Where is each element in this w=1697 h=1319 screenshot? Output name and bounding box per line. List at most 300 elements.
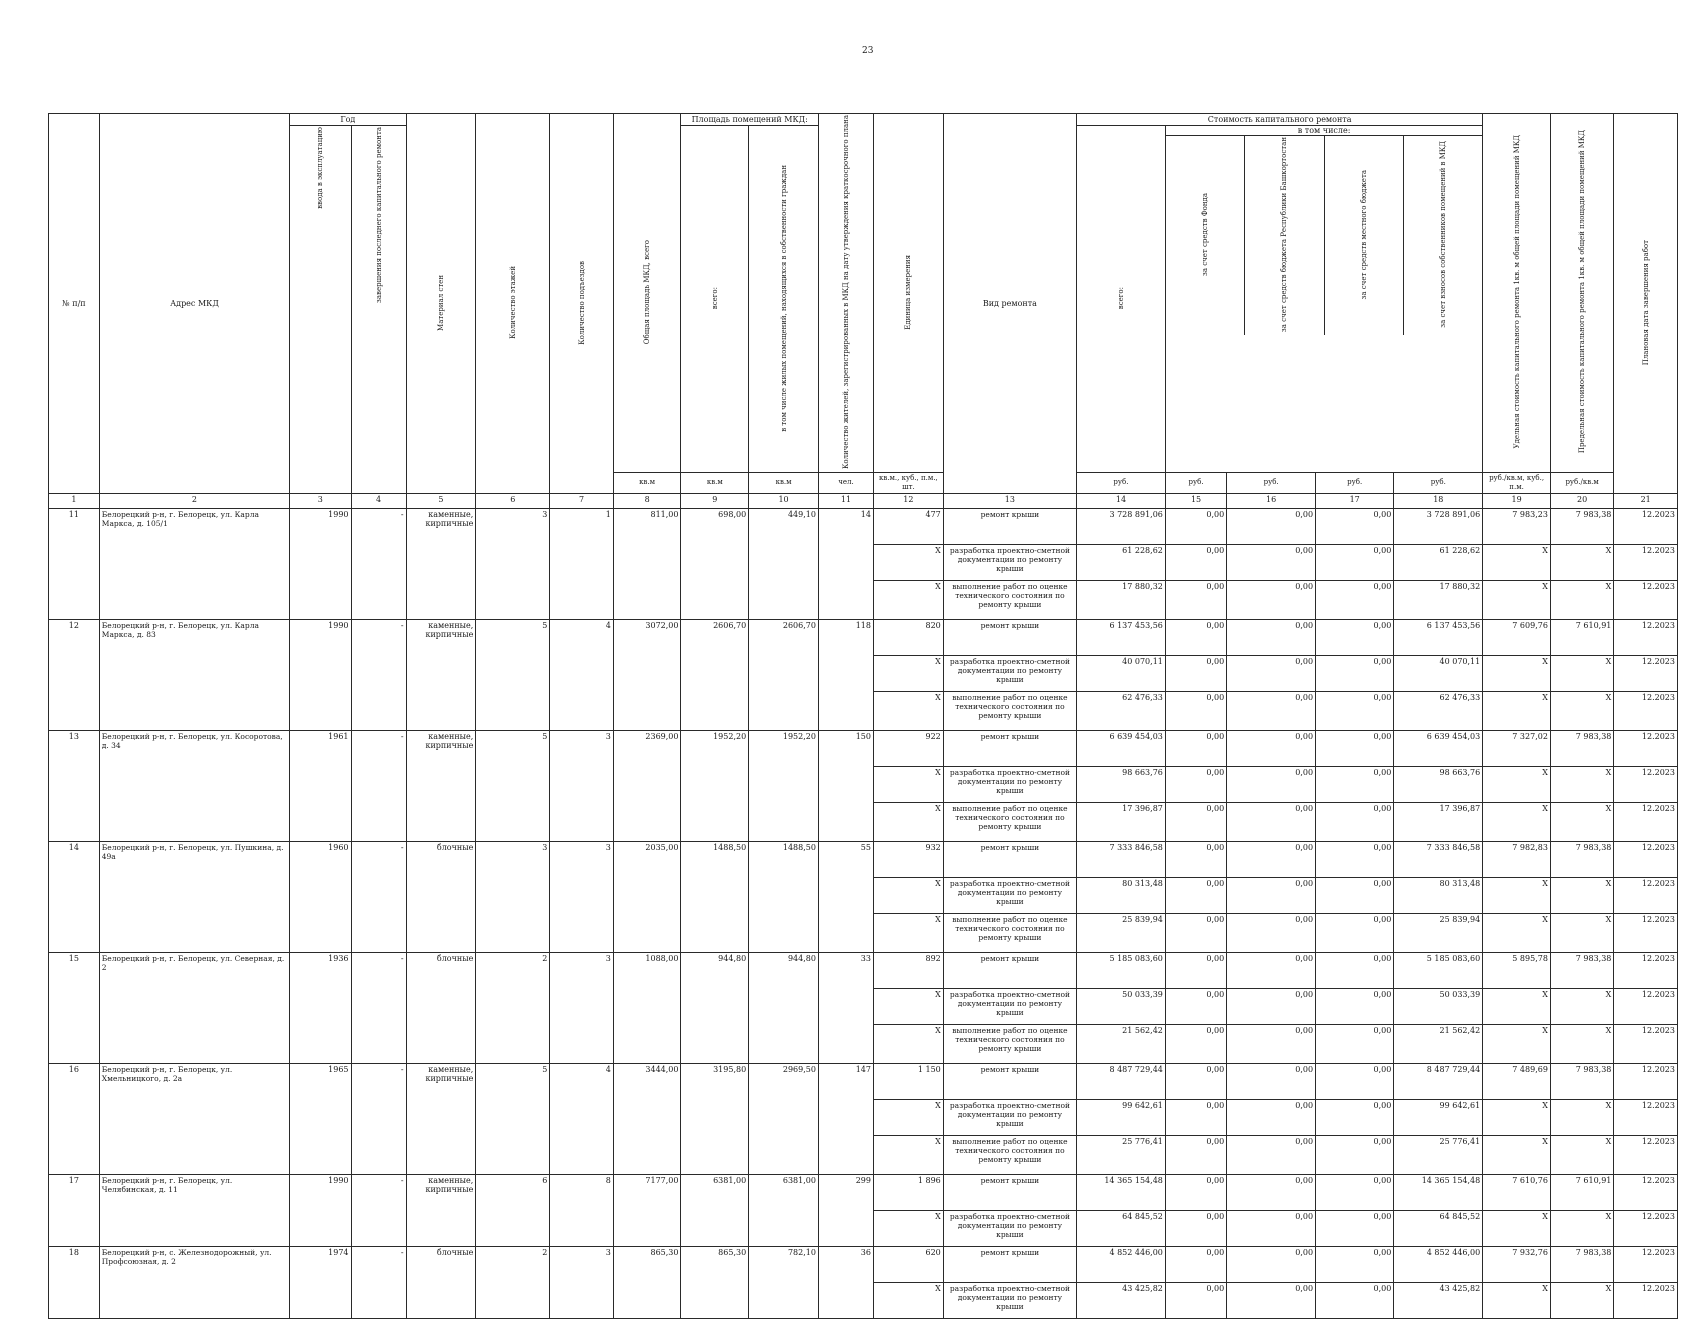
work-unit-cost: 7 609,76 — [1483, 619, 1551, 655]
work-cost-fund: 0,00 — [1165, 580, 1226, 619]
column-number: 15 — [1165, 493, 1226, 508]
work-type: выполнение работ по оценке технического состояния по ремонту крыши — [943, 802, 1076, 841]
row-residents: 147 — [818, 1063, 873, 1174]
row-last-repair: - — [351, 508, 406, 619]
work-planned-date: 12.2023 — [1614, 877, 1678, 913]
work-cost-total: 5 185 083,60 — [1077, 952, 1166, 988]
work-max-cost: X — [1550, 766, 1613, 802]
work-cost-owners: 17 880,32 — [1394, 580, 1483, 619]
work-max-cost: 7 983,38 — [1550, 841, 1613, 877]
work-cost-republic: 0,00 — [1227, 802, 1316, 841]
row-floors: 5 — [476, 619, 550, 730]
work-unit-cost: X — [1483, 1210, 1551, 1246]
work-cost-fund: 0,00 — [1165, 691, 1226, 730]
row-entrances: 1 — [550, 508, 613, 619]
work-cost-local: 0,00 — [1316, 802, 1394, 841]
row-premises-residential: 1952,20 — [749, 730, 819, 841]
row-last-repair: - — [351, 1246, 406, 1318]
work-unit: X — [873, 766, 943, 802]
work-cost-local: 0,00 — [1316, 508, 1394, 544]
row-total-area: 865,30 — [613, 1246, 681, 1318]
work-planned-date: 12.2023 — [1614, 508, 1678, 544]
work-max-cost: 7 983,38 — [1550, 1246, 1613, 1282]
work-cost-local: 0,00 — [1316, 730, 1394, 766]
row-residents: 33 — [818, 952, 873, 1063]
work-cost-total: 17 396,87 — [1077, 802, 1166, 841]
row-premises-residential: 782,10 — [749, 1246, 819, 1318]
row-number: 17 — [49, 1174, 100, 1246]
work-type: ремонт крыши — [943, 730, 1076, 766]
unit-unit: кв.м., куб., п.м., шт. — [873, 472, 943, 493]
work-cost-republic: 0,00 — [1227, 988, 1316, 1024]
row-material: блочные — [406, 841, 476, 952]
work-cost-owners: 14 365 154,48 — [1394, 1174, 1483, 1210]
work-cost-fund: 0,00 — [1165, 730, 1226, 766]
work-type: разработка проектно-сметной документации по ремонту крыши — [943, 1282, 1076, 1318]
work-cost-republic: 0,00 — [1227, 1174, 1316, 1210]
work-cost-local: 0,00 — [1316, 619, 1394, 655]
header-year-commission: ввода в эксплуатацию — [316, 127, 325, 209]
work-max-cost: X — [1550, 913, 1613, 952]
row-premises-total: 6381,00 — [681, 1174, 749, 1246]
table-body — [49, 508, 1678, 1318]
work-cost-fund: 0,00 — [1165, 1210, 1226, 1246]
header-premises-residential: в том числе жилых помещений, находящихся в собственности граждан — [779, 164, 788, 432]
work-cost-local: 0,00 — [1316, 1174, 1394, 1210]
work-unit-cost: X — [1483, 691, 1551, 730]
work-max-cost: 7 983,38 — [1550, 1063, 1613, 1099]
row-floors: 6 — [476, 1174, 550, 1246]
header-wall-material: Материал стен — [436, 274, 445, 331]
row-year: 1990 — [290, 508, 351, 619]
work-unit-cost: 7 932,76 — [1483, 1246, 1551, 1282]
column-number: 17 — [1316, 493, 1394, 508]
unit-cost-fund: руб. — [1165, 472, 1226, 493]
work-type: разработка проектно-сметной документации по ремонту крыши — [943, 1210, 1076, 1246]
header-cost-local: за счет средств местного бюджета — [1359, 169, 1368, 300]
row-residents: 14 — [818, 508, 873, 619]
work-type: разработка проектно-сметной документации по ремонту крыши — [943, 988, 1076, 1024]
table-row — [49, 1063, 1678, 1099]
row-total-area: 3072,00 — [613, 619, 681, 730]
row-residents: 299 — [818, 1174, 873, 1246]
work-planned-date: 12.2023 — [1614, 691, 1678, 730]
work-unit: 892 — [873, 952, 943, 988]
row-premises-total: 944,80 — [681, 952, 749, 1063]
work-cost-fund: 0,00 — [1165, 1063, 1226, 1099]
work-cost-fund: 0,00 — [1165, 508, 1226, 544]
work-cost-local: 0,00 — [1316, 1282, 1394, 1318]
work-cost-republic: 0,00 — [1227, 580, 1316, 619]
row-address: Белорецкий р-н, г. Белорецк, ул. Челябинская, д. 11 — [99, 1174, 289, 1246]
header-premises-area: Площадь помещений МКД: — [681, 114, 818, 126]
row-entrances: 3 — [550, 952, 613, 1063]
row-address: Белорецкий р-н, г. Белорецк, ул. Хмельницкого, д. 2а — [99, 1063, 289, 1174]
header-entrances: Количество подъездов — [577, 260, 586, 345]
row-premises-residential: 1488,50 — [749, 841, 819, 952]
work-cost-owners: 50 033,39 — [1394, 988, 1483, 1024]
work-unit: X — [873, 802, 943, 841]
row-total-area: 3444,00 — [613, 1063, 681, 1174]
work-type: разработка проектно-сметной документации по ремонту крыши — [943, 544, 1076, 580]
row-floors: 5 — [476, 730, 550, 841]
work-cost-republic: 0,00 — [1227, 913, 1316, 952]
row-floors: 2 — [476, 1246, 550, 1318]
column-number: 10 — [749, 493, 819, 508]
repair-plan-table — [48, 113, 1678, 1319]
row-premises-residential: 2606,70 — [749, 619, 819, 730]
row-number: 15 — [49, 952, 100, 1063]
work-cost-total: 61 228,62 — [1077, 544, 1166, 580]
work-cost-republic: 0,00 — [1227, 730, 1316, 766]
work-unit-cost: X — [1483, 544, 1551, 580]
row-number: 11 — [49, 508, 100, 619]
row-residents: 55 — [818, 841, 873, 952]
work-cost-fund: 0,00 — [1165, 619, 1226, 655]
work-cost-local: 0,00 — [1316, 1063, 1394, 1099]
header-residents: Количество жителей, зарегистрированных в МКД на дату утверждения краткосрочного плана — [841, 115, 850, 469]
work-cost-local: 0,00 — [1316, 544, 1394, 580]
work-cost-republic: 0,00 — [1227, 952, 1316, 988]
work-unit-cost: X — [1483, 988, 1551, 1024]
work-planned-date: 12.2023 — [1614, 580, 1678, 619]
work-type: разработка проектно-сметной документации по ремонту крыши — [943, 1099, 1076, 1135]
work-type: ремонт крыши — [943, 952, 1076, 988]
work-unit: 477 — [873, 508, 943, 544]
column-number-row — [49, 493, 1678, 508]
work-cost-owners: 61 228,62 — [1394, 544, 1483, 580]
row-premises-residential: 2969,50 — [749, 1063, 819, 1174]
work-type: выполнение работ по оценке технического состояния по ремонту крыши — [943, 1024, 1076, 1063]
work-max-cost: X — [1550, 655, 1613, 691]
row-address: Белорецкий р-н, г. Белорецк, ул. Карла Маркса, д. 83 — [99, 619, 289, 730]
work-cost-total: 50 033,39 — [1077, 988, 1166, 1024]
work-unit-cost: 7 489,69 — [1483, 1063, 1551, 1099]
row-year: 1990 — [290, 1174, 351, 1246]
work-cost-republic: 0,00 — [1227, 1099, 1316, 1135]
row-floors: 3 — [476, 508, 550, 619]
column-number: 9 — [681, 493, 749, 508]
unit-unit-cost: руб./кв.м, куб., п.м. — [1483, 472, 1551, 493]
work-cost-owners: 98 663,76 — [1394, 766, 1483, 802]
row-premises-total: 865,30 — [681, 1246, 749, 1318]
work-cost-owners: 43 425,82 — [1394, 1282, 1483, 1318]
work-cost-local: 0,00 — [1316, 913, 1394, 952]
work-planned-date: 12.2023 — [1614, 1024, 1678, 1063]
work-cost-owners: 5 185 083,60 — [1394, 952, 1483, 988]
work-cost-republic: 0,00 — [1227, 619, 1316, 655]
work-max-cost: X — [1550, 802, 1613, 841]
row-address: Белорецкий р-н, г. Белорецк, ул. Косоротова, д. 34 — [99, 730, 289, 841]
work-planned-date: 12.2023 — [1614, 1099, 1678, 1135]
work-type: разработка проектно-сметной документации по ремонту крыши — [943, 655, 1076, 691]
unit-cost-total: руб. — [1077, 472, 1166, 493]
work-max-cost: X — [1550, 1099, 1613, 1135]
work-cost-fund: 0,00 — [1165, 802, 1226, 841]
unit-max-cost: руб./кв.м — [1550, 472, 1613, 493]
work-planned-date: 12.2023 — [1614, 802, 1678, 841]
work-planned-date: 12.2023 — [1614, 730, 1678, 766]
work-cost-republic: 0,00 — [1227, 1063, 1316, 1099]
column-number: 4 — [351, 493, 406, 508]
work-cost-republic: 0,00 — [1227, 877, 1316, 913]
row-material: каменные, кирпичные — [406, 1174, 476, 1246]
work-planned-date: 12.2023 — [1614, 1135, 1678, 1174]
work-type: ремонт крыши — [943, 1246, 1076, 1282]
work-cost-local: 0,00 — [1316, 1135, 1394, 1174]
row-year: 1961 — [290, 730, 351, 841]
work-cost-total: 98 663,76 — [1077, 766, 1166, 802]
page-number: 23 — [862, 46, 874, 56]
column-number: 5 — [406, 493, 476, 508]
work-cost-total: 62 476,33 — [1077, 691, 1166, 730]
row-floors: 3 — [476, 841, 550, 952]
row-residents: 118 — [818, 619, 873, 730]
work-max-cost: X — [1550, 1282, 1613, 1318]
work-cost-owners: 80 313,48 — [1394, 877, 1483, 913]
work-cost-total: 8 487 729,44 — [1077, 1063, 1166, 1099]
work-max-cost: 7 983,38 — [1550, 730, 1613, 766]
column-number: 21 — [1614, 493, 1678, 508]
work-max-cost: X — [1550, 1135, 1613, 1174]
work-cost-fund: 0,00 — [1165, 1282, 1226, 1318]
work-cost-total: 4 852 446,00 — [1077, 1246, 1166, 1282]
work-max-cost: X — [1550, 877, 1613, 913]
work-cost-republic: 0,00 — [1227, 544, 1316, 580]
work-planned-date: 12.2023 — [1614, 952, 1678, 988]
work-max-cost: 7 983,38 — [1550, 952, 1613, 988]
row-total-area: 1088,00 — [613, 952, 681, 1063]
row-number: 14 — [49, 841, 100, 952]
unit-premises-total: кв.м — [681, 472, 749, 493]
work-type: выполнение работ по оценке технического состояния по ремонту крыши — [943, 913, 1076, 952]
work-unit: 932 — [873, 841, 943, 877]
row-number: 12 — [49, 619, 100, 730]
work-cost-total: 25 776,41 — [1077, 1135, 1166, 1174]
row-premises-residential: 449,10 — [749, 508, 819, 619]
work-planned-date: 12.2023 — [1614, 988, 1678, 1024]
work-unit: X — [873, 988, 943, 1024]
row-material: каменные, кирпичные — [406, 508, 476, 619]
work-unit-cost: X — [1483, 1135, 1551, 1174]
work-cost-fund: 0,00 — [1165, 655, 1226, 691]
row-premises-residential: 6381,00 — [749, 1174, 819, 1246]
work-unit: 922 — [873, 730, 943, 766]
work-type: выполнение работ по оценке технического состояния по ремонту крыши — [943, 580, 1076, 619]
work-cost-total: 43 425,82 — [1077, 1282, 1166, 1318]
work-cost-owners: 25 839,94 — [1394, 913, 1483, 952]
work-cost-fund: 0,00 — [1165, 988, 1226, 1024]
work-type: разработка проектно-сметной документации по ремонту крыши — [943, 877, 1076, 913]
row-year: 1965 — [290, 1063, 351, 1174]
work-unit: X — [873, 913, 943, 952]
work-type: ремонт крыши — [943, 1063, 1076, 1099]
row-residents: 150 — [818, 730, 873, 841]
row-address: Белорецкий р-н, г. Белорецк, ул. Пушкина, д. 49а — [99, 841, 289, 952]
unit-premises-residential: кв.м — [749, 472, 819, 493]
work-unit: X — [873, 1099, 943, 1135]
work-cost-fund: 0,00 — [1165, 877, 1226, 913]
work-cost-fund: 0,00 — [1165, 544, 1226, 580]
work-cost-total: 7 333 846,58 — [1077, 841, 1166, 877]
work-cost-local: 0,00 — [1316, 1024, 1394, 1063]
header-year: Год — [290, 114, 406, 126]
work-unit: X — [873, 1024, 943, 1063]
header-cost-total: всего: — [1116, 286, 1125, 310]
work-cost-total: 3 728 891,06 — [1077, 508, 1166, 544]
work-cost-owners: 21 562,42 — [1394, 1024, 1483, 1063]
work-max-cost: X — [1550, 544, 1613, 580]
column-number: 11 — [818, 493, 873, 508]
header-unit: Единица измерения — [904, 254, 913, 330]
column-number: 3 — [290, 493, 351, 508]
column-number: 12 — [873, 493, 943, 508]
work-planned-date: 12.2023 — [1614, 544, 1678, 580]
work-planned-date: 12.2023 — [1614, 1246, 1678, 1282]
table-row — [49, 1246, 1678, 1282]
work-planned-date: 12.2023 — [1614, 655, 1678, 691]
row-address: Белорецкий р-н, г. Белорецк, ул. Северная, д. 2 — [99, 952, 289, 1063]
row-last-repair: - — [351, 1063, 406, 1174]
row-premises-total: 698,00 — [681, 508, 749, 619]
work-unit: 820 — [873, 619, 943, 655]
work-cost-local: 0,00 — [1316, 580, 1394, 619]
work-cost-owners: 8 487 729,44 — [1394, 1063, 1483, 1099]
work-cost-owners: 6 639 454,03 — [1394, 730, 1483, 766]
row-number: 13 — [49, 730, 100, 841]
row-premises-total: 2606,70 — [681, 619, 749, 730]
header-cost-owners: за счет взносов собственников помещений в МКД — [1438, 141, 1447, 328]
work-unit-cost: X — [1483, 766, 1551, 802]
row-year: 1990 — [290, 619, 351, 730]
row-material: каменные, кирпичные — [406, 619, 476, 730]
work-unit-cost: X — [1483, 877, 1551, 913]
work-cost-local: 0,00 — [1316, 691, 1394, 730]
work-max-cost: 7 610,91 — [1550, 619, 1613, 655]
unit-total-area: кв.м — [613, 472, 681, 493]
column-number: 8 — [613, 493, 681, 508]
column-number: 13 — [943, 493, 1076, 508]
work-max-cost: X — [1550, 988, 1613, 1024]
work-planned-date: 12.2023 — [1614, 1210, 1678, 1246]
work-cost-local: 0,00 — [1316, 1246, 1394, 1282]
header-unit-cost: Удельная стоимость капитального ремонта 1кв. м общей площади помещений МКД — [1512, 135, 1521, 449]
work-planned-date: 12.2023 — [1614, 619, 1678, 655]
work-cost-total: 6 137 453,56 — [1077, 619, 1166, 655]
work-cost-total: 80 313,48 — [1077, 877, 1166, 913]
work-unit-cost: X — [1483, 580, 1551, 619]
work-unit: X — [873, 544, 943, 580]
work-planned-date: 12.2023 — [1614, 1282, 1678, 1318]
work-cost-owners: 64 845,52 — [1394, 1210, 1483, 1246]
work-type: ремонт крыши — [943, 841, 1076, 877]
row-total-area: 7177,00 — [613, 1174, 681, 1246]
work-unit: X — [873, 580, 943, 619]
header-year-last-repair: завершения последнего капитального ремонта — [374, 127, 383, 303]
work-cost-owners: 4 852 446,00 — [1394, 1246, 1483, 1282]
table-row — [49, 841, 1678, 877]
work-cost-total: 6 639 454,03 — [1077, 730, 1166, 766]
work-unit: X — [873, 1282, 943, 1318]
column-number: 18 — [1394, 493, 1483, 508]
row-premises-total: 1952,20 — [681, 730, 749, 841]
work-unit-cost: X — [1483, 1099, 1551, 1135]
work-type: выполнение работ по оценке технического состояния по ремонту крыши — [943, 691, 1076, 730]
work-cost-republic: 0,00 — [1227, 691, 1316, 730]
work-unit-cost: 7 983,23 — [1483, 508, 1551, 544]
work-cost-fund: 0,00 — [1165, 1174, 1226, 1210]
table-row — [49, 619, 1678, 655]
header-address: Адрес МКД — [99, 114, 289, 494]
unit-cost-local: руб. — [1316, 472, 1394, 493]
work-cost-owners: 62 476,33 — [1394, 691, 1483, 730]
work-max-cost: X — [1550, 580, 1613, 619]
row-total-area: 811,00 — [613, 508, 681, 619]
work-unit: 1 896 — [873, 1174, 943, 1210]
row-year: 1960 — [290, 841, 351, 952]
row-entrances: 8 — [550, 1174, 613, 1246]
work-unit-cost: X — [1483, 655, 1551, 691]
row-year: 1936 — [290, 952, 351, 1063]
work-cost-local: 0,00 — [1316, 841, 1394, 877]
header-cost-fund: за счет средств Фонда — [1201, 193, 1210, 277]
header-cost: Стоимость капитального ремонта — [1077, 114, 1483, 126]
row-address: Белорецкий р-н, с. Железнодорожный, ул. Профсоюзная, д. 2 — [99, 1246, 289, 1318]
column-number: 19 — [1483, 493, 1551, 508]
column-number: 6 — [476, 493, 550, 508]
work-unit-cost: X — [1483, 1282, 1551, 1318]
work-cost-local: 0,00 — [1316, 877, 1394, 913]
work-unit: X — [873, 877, 943, 913]
work-cost-fund: 0,00 — [1165, 1024, 1226, 1063]
work-cost-local: 0,00 — [1316, 988, 1394, 1024]
work-unit-cost: X — [1483, 1024, 1551, 1063]
work-cost-total: 25 839,94 — [1077, 913, 1166, 952]
work-cost-fund: 0,00 — [1165, 1246, 1226, 1282]
column-number: 1 — [49, 493, 100, 508]
work-type: ремонт крыши — [943, 508, 1076, 544]
work-max-cost: 7 983,38 — [1550, 508, 1613, 544]
work-unit-cost: X — [1483, 802, 1551, 841]
row-last-repair: - — [351, 619, 406, 730]
work-max-cost: X — [1550, 1210, 1613, 1246]
work-cost-fund: 0,00 — [1165, 952, 1226, 988]
row-material: блочные — [406, 1246, 476, 1318]
work-unit-cost: X — [1483, 913, 1551, 952]
work-unit-cost: 7 610,76 — [1483, 1174, 1551, 1210]
work-cost-total: 21 562,42 — [1077, 1024, 1166, 1063]
work-cost-fund: 0,00 — [1165, 1099, 1226, 1135]
row-material: блочные — [406, 952, 476, 1063]
work-cost-owners: 3 728 891,06 — [1394, 508, 1483, 544]
work-cost-local: 0,00 — [1316, 655, 1394, 691]
work-cost-total: 40 070,11 — [1077, 655, 1166, 691]
column-number: 14 — [1077, 493, 1166, 508]
row-last-repair: - — [351, 841, 406, 952]
work-cost-republic: 0,00 — [1227, 655, 1316, 691]
row-premises-total: 3195,80 — [681, 1063, 749, 1174]
work-cost-owners: 17 396,87 — [1394, 802, 1483, 841]
work-cost-total: 64 845,52 — [1077, 1210, 1166, 1246]
work-planned-date: 12.2023 — [1614, 913, 1678, 952]
table-row — [49, 508, 1678, 544]
work-cost-total: 14 365 154,48 — [1077, 1174, 1166, 1210]
work-unit: X — [873, 691, 943, 730]
work-cost-republic: 0,00 — [1227, 841, 1316, 877]
header-max-cost: Предельная стоимость капитального ремонта 1кв. м общей площади помещений МКД — [1578, 130, 1587, 454]
row-entrances: 3 — [550, 730, 613, 841]
work-cost-republic: 0,00 — [1227, 1282, 1316, 1318]
